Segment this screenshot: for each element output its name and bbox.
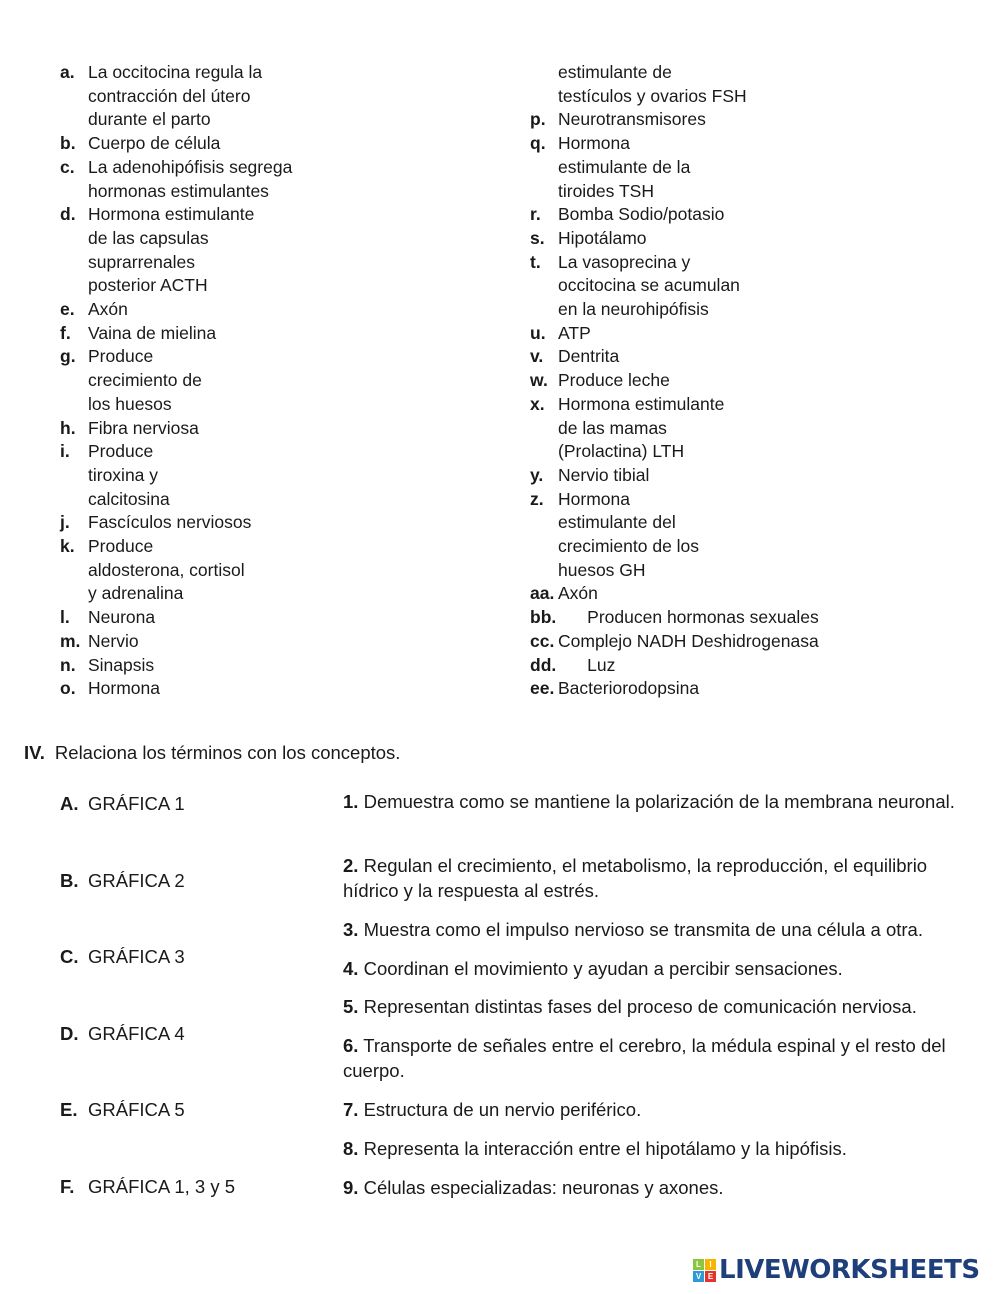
concept-3 bbox=[343, 917, 973, 942]
term-text: de las capsulas bbox=[88, 227, 209, 248]
term-text: Produce leche bbox=[558, 370, 670, 391]
term-text: Axón bbox=[558, 583, 598, 604]
term-item bbox=[530, 582, 970, 606]
term-text: Hormona estimulante bbox=[558, 393, 725, 414]
concept-5 bbox=[343, 994, 973, 1019]
concept-number: 1. bbox=[343, 791, 359, 812]
term-item bbox=[60, 630, 480, 654]
term-text: La adenohipófisis segrega bbox=[88, 156, 293, 177]
term-item bbox=[60, 156, 480, 203]
concept-text: Transporte de señales entre el cerebro, la médula espinal y el resto del cuerpo. bbox=[343, 1035, 946, 1081]
term-item bbox=[60, 345, 480, 416]
option-letter: D. bbox=[60, 1023, 79, 1044]
option-letter: B. bbox=[60, 870, 79, 891]
term-letter: h. bbox=[60, 417, 76, 438]
term-text: Fibra nerviosa bbox=[88, 417, 199, 438]
term-letter: t. bbox=[530, 251, 541, 272]
term-text: Produce bbox=[88, 441, 154, 462]
option-letter: E. bbox=[60, 1099, 78, 1120]
term-item bbox=[530, 61, 970, 108]
term-letter: s. bbox=[530, 227, 545, 248]
section-heading bbox=[24, 742, 400, 764]
concept-number: 2. bbox=[343, 855, 359, 876]
term-text: (Prolactina) LTH bbox=[558, 441, 685, 462]
term-text: estimulante de bbox=[558, 62, 672, 82]
term-text: La vasoprecina y bbox=[558, 251, 691, 272]
term-text: Neurotransmisores bbox=[558, 109, 706, 130]
term-item bbox=[60, 606, 480, 630]
term-item bbox=[530, 108, 970, 132]
option-label: GRÁFICA 1, 3 y 5 bbox=[88, 1176, 236, 1197]
option-label: GRÁFICA 2 bbox=[88, 870, 185, 891]
option-label: GRÁFICA 1 bbox=[88, 793, 185, 814]
term-text: contracción del útero bbox=[88, 85, 251, 106]
term-text: Hormona bbox=[558, 488, 630, 509]
term-letter: o. bbox=[60, 678, 76, 699]
term-item bbox=[60, 440, 480, 511]
term-item bbox=[60, 654, 480, 678]
term-letter: k. bbox=[60, 536, 75, 557]
concept-number: 9. bbox=[343, 1177, 359, 1198]
concept-text: Células especializadas: neuronas y axones. bbox=[363, 1177, 724, 1198]
term-text: Dentrita bbox=[558, 346, 620, 367]
term-letter: n. bbox=[60, 654, 76, 675]
term-letter: i. bbox=[60, 441, 70, 462]
term-text: hormonas estimulantes bbox=[88, 180, 269, 201]
term-text: y adrenalina bbox=[88, 583, 184, 604]
concept-text: Regulan el crecimiento, el metabolismo, la reproducción, el equilibrio hídrico y la respuesta al estrés. bbox=[343, 855, 928, 901]
concept-text: Representan distintas fases del proceso de comunicación nerviosa. bbox=[363, 996, 917, 1017]
concept-number: 7. bbox=[343, 1099, 359, 1120]
term-text: tiroxina y bbox=[88, 464, 159, 485]
term-text: Bacteriorodopsina bbox=[558, 678, 700, 699]
term-item bbox=[60, 417, 480, 441]
term-letter: x. bbox=[530, 393, 545, 414]
option-f bbox=[60, 1176, 235, 1198]
term-item bbox=[530, 251, 970, 322]
term-text: Axón bbox=[88, 299, 128, 320]
term-letter: p. bbox=[530, 109, 546, 130]
term-letter: e. bbox=[60, 299, 75, 320]
term-text: Nervio tibial bbox=[558, 464, 650, 485]
term-letter: r. bbox=[530, 204, 541, 225]
term-item bbox=[60, 203, 480, 298]
term-text: Hormona bbox=[88, 678, 160, 699]
term-item bbox=[60, 511, 480, 535]
logo-block: E bbox=[705, 1271, 716, 1282]
term-item bbox=[530, 203, 970, 227]
logo-text: LIVEWORKSHEETS bbox=[719, 1255, 980, 1285]
term-letter: l. bbox=[60, 607, 70, 628]
concept-text: Demuestra como se mantiene la polarización de la membrana neuronal. bbox=[363, 791, 955, 812]
term-text: Produce bbox=[88, 346, 154, 367]
term-item bbox=[530, 322, 970, 346]
term-text: Sinapsis bbox=[88, 654, 155, 675]
term-item bbox=[60, 298, 480, 322]
term-letter: a. bbox=[60, 62, 75, 82]
concept-text: Muestra como el impulso nervioso se transmita de una célula a otra. bbox=[363, 919, 923, 940]
concept-2 bbox=[343, 853, 973, 903]
term-item bbox=[60, 677, 480, 701]
term-item bbox=[530, 464, 970, 488]
term-letter: w. bbox=[530, 370, 548, 391]
concept-text: Representa la interacción entre el hipotálamo y la hipófisis. bbox=[363, 1138, 847, 1159]
term-letter: y. bbox=[530, 464, 544, 485]
option-c bbox=[60, 946, 185, 968]
term-item bbox=[530, 630, 970, 654]
term-text: crecimiento de bbox=[88, 370, 202, 391]
section-number: IV. bbox=[24, 742, 45, 763]
terms-left-column bbox=[60, 61, 480, 701]
concept-text: Estructura de un nervio periférico. bbox=[363, 1099, 642, 1120]
term-text: tiroides TSH bbox=[558, 180, 654, 201]
term-text: aldosterona, cortisol bbox=[88, 559, 245, 580]
concept-number: 8. bbox=[343, 1138, 359, 1159]
term-item bbox=[60, 61, 480, 132]
term-letter: f. bbox=[60, 322, 71, 343]
option-label: GRÁFICA 3 bbox=[88, 946, 185, 967]
term-letter: b. bbox=[60, 133, 76, 154]
term-letter: cc. bbox=[530, 630, 555, 651]
term-text: huesos GH bbox=[558, 559, 646, 580]
term-item bbox=[530, 677, 970, 701]
section-instruction: Relaciona los términos con los conceptos. bbox=[54, 742, 401, 763]
term-letter: aa. bbox=[530, 583, 555, 604]
term-letter: bb. bbox=[530, 607, 557, 628]
term-item bbox=[530, 369, 970, 393]
term-item bbox=[530, 488, 970, 583]
term-text: La occitocina regula la bbox=[88, 62, 263, 82]
concept-9 bbox=[343, 1175, 973, 1200]
term-text: posterior ACTH bbox=[88, 275, 208, 296]
term-item bbox=[530, 654, 970, 678]
term-text: estimulante del bbox=[558, 512, 676, 533]
option-label: GRÁFICA 5 bbox=[88, 1099, 185, 1120]
concept-1 bbox=[343, 789, 973, 814]
terms-right-column bbox=[530, 61, 970, 701]
term-text: Producen hormonas sexuales bbox=[558, 607, 819, 628]
term-letter: j. bbox=[60, 512, 70, 533]
concept-6 bbox=[343, 1033, 973, 1083]
term-text: los huesos bbox=[88, 393, 172, 414]
term-letter: ee. bbox=[530, 678, 555, 699]
option-a bbox=[60, 793, 185, 815]
term-text: testículos y ovarios FSH bbox=[558, 85, 747, 106]
term-letter: m. bbox=[60, 630, 81, 651]
term-text: Complejo NADH Deshidrogenasa bbox=[558, 630, 819, 651]
concept-number: 4. bbox=[343, 958, 359, 979]
term-text: crecimiento de los bbox=[558, 536, 700, 557]
term-text: Nervio bbox=[88, 630, 139, 651]
term-text: calcitosina bbox=[88, 488, 170, 509]
option-label: GRÁFICA 4 bbox=[88, 1023, 185, 1044]
term-letter: g. bbox=[60, 346, 76, 367]
term-text: de las mamas bbox=[558, 417, 667, 438]
term-text: durante el parto bbox=[88, 109, 211, 130]
term-item bbox=[530, 227, 970, 251]
term-text: Produce bbox=[88, 536, 154, 557]
term-text: Cuerpo de célula bbox=[88, 133, 221, 154]
concept-number: 5. bbox=[343, 996, 359, 1017]
option-e bbox=[60, 1099, 185, 1121]
term-text: Neurona bbox=[88, 607, 156, 628]
term-item bbox=[60, 132, 480, 156]
term-item bbox=[530, 606, 970, 630]
term-item bbox=[530, 132, 970, 203]
term-text: Vaina de mielina bbox=[88, 322, 217, 343]
term-text: Hormona bbox=[558, 133, 630, 154]
logo-block: V bbox=[693, 1271, 704, 1282]
term-text: estimulante de la bbox=[558, 156, 691, 177]
option-letter: F. bbox=[60, 1176, 75, 1197]
option-d bbox=[60, 1023, 185, 1045]
term-letter: c. bbox=[60, 156, 75, 177]
term-letter: d. bbox=[60, 204, 76, 225]
term-item bbox=[60, 322, 480, 346]
option-b bbox=[60, 870, 185, 892]
liveworksheets-logo bbox=[693, 1255, 980, 1285]
concept-text: Coordinan el movimiento y ayudan a percibir sensaciones. bbox=[363, 958, 843, 979]
term-letter: z. bbox=[530, 488, 544, 509]
logo-block: I bbox=[705, 1259, 716, 1270]
term-letter: dd. bbox=[530, 654, 557, 675]
term-text: Hipotálamo bbox=[558, 227, 647, 248]
term-text: Bomba Sodio/potasio bbox=[558, 204, 725, 225]
logo-blocks-icon bbox=[693, 1259, 716, 1282]
term-letter: u. bbox=[530, 322, 546, 343]
term-item bbox=[530, 393, 970, 464]
term-text: en la neurohipófisis bbox=[558, 299, 709, 320]
term-item bbox=[530, 345, 970, 369]
concept-7 bbox=[343, 1097, 973, 1122]
term-text: occitocina se acumulan bbox=[558, 275, 740, 296]
term-text: Fascículos nerviosos bbox=[88, 512, 252, 533]
concept-number: 3. bbox=[343, 919, 359, 940]
term-text: Luz bbox=[558, 654, 616, 675]
term-text: ATP bbox=[558, 322, 591, 343]
logo-block: L bbox=[693, 1259, 704, 1270]
term-letter: q. bbox=[530, 133, 546, 154]
concept-number: 6. bbox=[343, 1035, 359, 1056]
concept-4 bbox=[343, 956, 973, 981]
option-letter: A. bbox=[60, 793, 79, 814]
term-letter: v. bbox=[530, 346, 544, 367]
term-text: suprarrenales bbox=[88, 251, 195, 272]
term-item bbox=[60, 535, 480, 606]
term-text: Hormona estimulante bbox=[88, 204, 255, 225]
concept-8 bbox=[343, 1136, 973, 1161]
option-letter: C. bbox=[60, 946, 79, 967]
